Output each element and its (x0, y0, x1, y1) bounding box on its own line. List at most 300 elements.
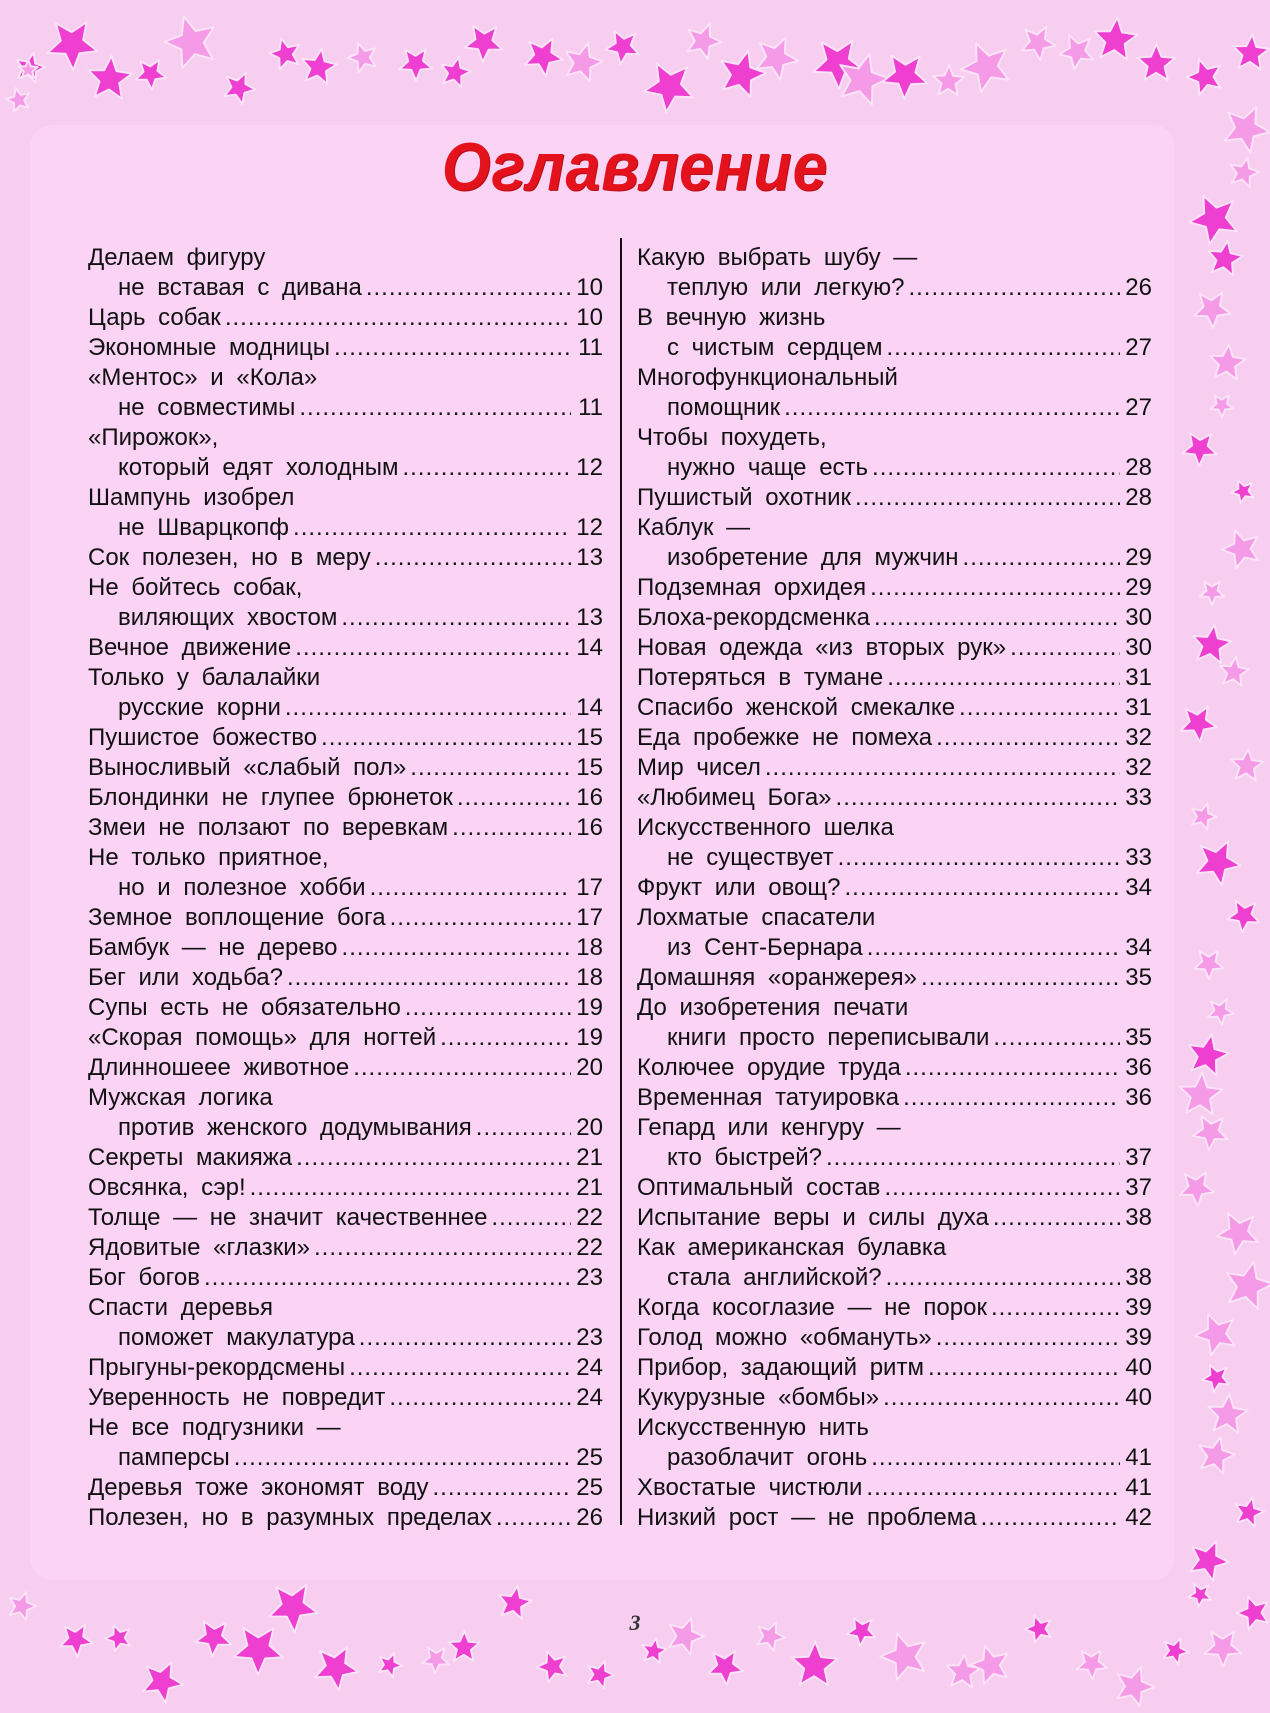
toc-entry (637, 333, 1152, 363)
toc-entry-title: разоблачит огонь (667, 1444, 868, 1471)
toc-entry (88, 303, 603, 333)
toc-entry-title: нужно чаще есть (667, 454, 869, 481)
star-shape (164, 17, 214, 69)
toc-entry-title: Чтобы похудеть, (637, 424, 827, 451)
toc-page-number: 22 (576, 1234, 603, 1261)
toc-entry-title: Делаем фигуру (88, 244, 266, 271)
dot-leader (993, 1023, 1120, 1053)
toc-entry-title: Бог богов (88, 1264, 200, 1291)
toc-entry-title-line (88, 243, 603, 273)
toc-page-number: 36 (1125, 1084, 1152, 1111)
toc-entry-title: книги просто переписывали (667, 1024, 990, 1051)
toc-page-number: 26 (1125, 274, 1152, 301)
toc-page-number: 23 (576, 1264, 603, 1291)
toc-entry-title: Искусственного шелка (637, 814, 894, 841)
toc-entry (88, 633, 603, 663)
toc-entry (88, 783, 603, 813)
toc-entry-title: Пушистый охотник (637, 484, 852, 511)
toc-entry-title: Овсянка, сэр! (88, 1174, 246, 1201)
toc-entry-title: Оптимальный состав (637, 1174, 881, 1201)
toc-entry-title: Мир чисел (637, 754, 761, 781)
toc-page-number: 31 (1125, 664, 1152, 691)
toc-entry (88, 603, 603, 633)
dot-leader (928, 1353, 1120, 1383)
dot-leader (887, 663, 1120, 693)
toc-entry (88, 1143, 603, 1173)
dot-leader (225, 303, 571, 333)
star-shape (422, 1648, 449, 1674)
toc-entry-title: русские корни (118, 694, 281, 721)
star-shape (302, 49, 337, 84)
dot-leader (936, 723, 1120, 753)
toc-entry-title: Блондинки не глупее брюнеток (88, 784, 453, 811)
toc-page-number: 35 (1125, 964, 1152, 991)
star-shape (1200, 582, 1225, 605)
toc-entry-title: Змеи не ползают по веревкам (88, 814, 449, 841)
dot-leader (366, 273, 571, 303)
dot-leader (334, 333, 571, 363)
dot-leader (349, 1353, 571, 1383)
dot-leader (390, 903, 571, 933)
star-shape (1231, 480, 1253, 503)
dot-leader (375, 543, 571, 573)
dot-leader (874, 603, 1120, 633)
dot-leader (491, 1203, 571, 1233)
toc-entry (88, 393, 603, 423)
toc-entry-title: Гепард или кенгуру — (637, 1114, 901, 1141)
toc-entry (637, 1173, 1152, 1203)
toc-page-number: 28 (1125, 484, 1152, 511)
toc-entry-title: Подземная орхидея (637, 574, 867, 601)
star-shape (225, 73, 256, 105)
toc-entry-title: Экономные модницы (88, 334, 330, 361)
toc-page-number: 25 (576, 1444, 603, 1471)
toc-entry (88, 693, 603, 723)
toc-entry-title-line (637, 423, 1152, 453)
toc-entry-title: Каблук — (637, 514, 751, 541)
star-shape (1231, 158, 1260, 187)
toc-entry (88, 903, 603, 933)
star-shape (1227, 1262, 1270, 1309)
toc-page-number: 14 (576, 694, 603, 721)
toc-entry (88, 933, 603, 963)
toc-entry-title: Не только приятное, (88, 844, 329, 871)
star-shape (1220, 657, 1249, 686)
toc-entry-title: В вечную жизнь (637, 304, 826, 331)
toc-entry-title: Мужская логика (88, 1084, 273, 1111)
toc-entry-title: Земное воплощение бога (88, 904, 386, 931)
star-shape (1208, 1394, 1248, 1433)
dot-leader (293, 513, 571, 543)
toc-entry-title: не вставая с дивана (118, 274, 362, 301)
toc-entry-title: Деревья тоже экономят воду (88, 1474, 429, 1501)
dot-leader (405, 993, 571, 1023)
star-shape (566, 43, 603, 81)
toc-entry-title: теплую или легкую? (667, 274, 905, 301)
toc-entry (637, 603, 1152, 633)
toc-entry-title: Шампунь изобрел (88, 484, 295, 511)
star-shape (399, 49, 432, 81)
star-shape (269, 38, 299, 69)
toc-entry-title: который едят холодным (118, 454, 399, 481)
toc-entry (637, 1323, 1152, 1353)
toc-page-number: 18 (576, 934, 603, 961)
toc-entry (88, 1023, 603, 1053)
toc-entry (637, 873, 1152, 903)
toc-entry (637, 483, 1152, 513)
toc-entry-title: «Пирожок», (88, 424, 219, 451)
toc-entry (88, 1203, 603, 1233)
dot-leader (908, 273, 1120, 303)
toc-page-number: 38 (1125, 1204, 1152, 1231)
toc-entry (88, 543, 603, 573)
toc-entry-title: До изобретения печати (637, 994, 909, 1021)
toc-entry (88, 1233, 603, 1263)
toc-page-number: 31 (1125, 694, 1152, 721)
toc-entry-title: Полезен, но в разумных пределах (88, 1504, 492, 1531)
toc-entry-title: Толще — не значит качественнее (88, 1204, 488, 1231)
toc-entry (88, 753, 603, 783)
toc-page-number: 33 (1125, 844, 1152, 871)
column-divider (620, 238, 622, 1525)
toc-entry-title: Хвостатые чистюли (637, 1474, 863, 1501)
toc-page-number: 28 (1125, 454, 1152, 481)
toc-entry (637, 1203, 1152, 1233)
toc-entry-title: виляющих хвостом (118, 604, 338, 631)
dot-leader (905, 1053, 1120, 1083)
toc-entry-title-line (88, 663, 603, 693)
toc-entry-title: против женского додумывания (118, 1114, 472, 1141)
star-shape (1195, 1314, 1235, 1355)
toc-entry-title: памперсы (118, 1444, 230, 1471)
dot-leader (903, 1083, 1120, 1113)
toc-entry (88, 1503, 603, 1533)
dot-leader (867, 933, 1120, 963)
dot-leader (826, 1143, 1120, 1173)
toc-entry (637, 1143, 1152, 1173)
dot-leader (299, 393, 571, 423)
star-shape (1227, 901, 1259, 933)
toc-page-number: 23 (576, 1324, 603, 1351)
dot-leader (296, 1143, 571, 1173)
toc-page-number: 19 (576, 994, 603, 1021)
toc-page-number: 27 (1125, 334, 1152, 361)
toc-page-number: 13 (576, 544, 603, 571)
star-shape (882, 56, 927, 99)
star-shape (136, 60, 167, 90)
toc-entry-title: Искусственную нить (637, 1414, 869, 1441)
toc-page-number: 10 (576, 274, 603, 301)
star-shape (1197, 841, 1241, 885)
toc-entry (637, 1443, 1152, 1473)
star-shape (1193, 1116, 1228, 1150)
star-shape (1094, 17, 1137, 59)
star-shape (970, 1646, 1007, 1685)
toc-entry-title: Бамбук — не дерево (88, 934, 338, 961)
dot-leader (295, 633, 571, 663)
toc-entry-title: Уверенность не повредит (88, 1384, 386, 1411)
toc-entry-title: Бег или ходьба? (88, 964, 283, 991)
toc-entry-title: Новая одежда «из вторых рук» (637, 634, 1007, 661)
toc-entry-title: Спасти деревья (88, 1294, 274, 1321)
star-shape (1022, 27, 1056, 61)
star-shape (1117, 1667, 1154, 1706)
toc-entry-title-line (637, 243, 1152, 273)
dot-leader (959, 693, 1120, 723)
toc-page-number: 29 (1125, 544, 1152, 571)
toc-entry-title: Фрукт или овощ? (637, 874, 841, 901)
dot-leader (872, 453, 1120, 483)
dot-leader (314, 1233, 571, 1263)
toc-entry-title: Супы есть не обязательно (88, 994, 401, 1021)
toc-page-number: 36 (1125, 1054, 1152, 1081)
toc-page-number: 24 (576, 1354, 603, 1381)
star-shape (1233, 34, 1269, 69)
star-shape (1205, 1632, 1242, 1667)
toc-page-number: 12 (576, 514, 603, 541)
star-shape (465, 26, 503, 62)
toc-entry-title-line (637, 1233, 1152, 1263)
dot-leader (457, 783, 571, 813)
star-shape (525, 39, 563, 77)
toc-entry (637, 1023, 1152, 1053)
star-shape (1188, 1584, 1211, 1607)
toc-entry-title: поможет макулатура (118, 1324, 355, 1351)
star-shape (379, 1653, 402, 1677)
toc-entry-title: Испытание веры и силы духа (637, 1204, 989, 1231)
dot-leader (963, 543, 1120, 573)
star-shape (1190, 1541, 1229, 1581)
toc-entry-title-line (637, 363, 1152, 393)
dot-leader (342, 933, 571, 963)
toc-entry (88, 453, 603, 483)
toc-entry-title: Только у балалайки (88, 664, 321, 691)
toc-entry-title: из Сент-Бернара (667, 934, 863, 961)
toc-page-number: 22 (576, 1204, 603, 1231)
toc-entry (637, 1503, 1152, 1533)
toc-page-number: 16 (576, 784, 603, 811)
dot-leader (838, 843, 1120, 873)
toc-page-number: 25 (576, 1474, 603, 1501)
toc-page-number: 30 (1125, 604, 1152, 631)
star-shape (644, 64, 693, 113)
toc-entry-title: Голод можно «обмануть» (637, 1324, 932, 1351)
dot-leader (855, 483, 1120, 513)
toc-entry-title: Секреты макияжа (88, 1144, 293, 1171)
star-shape (536, 1651, 566, 1682)
toc-entry (88, 333, 603, 363)
star-shape (1193, 625, 1231, 663)
toc-entry-title: «Ментос» и «Кола» (88, 364, 318, 391)
star-shape (1059, 35, 1093, 69)
toc-entry-title-line (88, 423, 603, 453)
toc-entry (637, 393, 1152, 423)
toc-page-number: 39 (1125, 1324, 1152, 1351)
toc-entry-title: Блоха-рекордсменка (637, 604, 870, 631)
toc-entry (88, 723, 603, 753)
toc-entry (88, 1113, 603, 1143)
toc-page-number: 30 (1125, 634, 1152, 661)
dot-leader (836, 783, 1120, 813)
toc-page-number: 32 (1125, 754, 1152, 781)
toc-page-number: 17 (576, 874, 603, 901)
toc-entry (637, 693, 1152, 723)
dot-leader (321, 723, 571, 753)
toc-entry-title: помощник (667, 394, 781, 421)
toc-entry-title: с чистым сердцем (667, 334, 883, 361)
star-shape (1194, 293, 1231, 329)
star-shape (1210, 344, 1246, 379)
star-shape (1163, 1638, 1188, 1664)
toc-entry (637, 1353, 1152, 1383)
toc-entry (637, 1293, 1152, 1323)
toc-page-number: 24 (576, 1384, 603, 1411)
star-shape (1189, 1034, 1229, 1075)
star-shape (1217, 1213, 1258, 1254)
toc-page-number: 34 (1125, 874, 1152, 901)
star-shape (588, 1661, 615, 1689)
toc-entry-title-line (637, 1413, 1152, 1443)
star-shape (1180, 1073, 1223, 1115)
toc-entry (637, 933, 1152, 963)
dot-leader (886, 333, 1120, 363)
toc-entry-title: Прыгуны-рекордсмены (88, 1354, 346, 1381)
dot-leader (204, 1263, 571, 1293)
dot-leader (866, 1473, 1120, 1503)
toc-entry-title: «Любимец Бога» (637, 784, 832, 811)
toc-entry-title-line (637, 813, 1152, 843)
toc-entry-title: Не бойтесь собак, (88, 574, 303, 601)
dot-leader (370, 873, 571, 903)
star-shape (1180, 1172, 1215, 1206)
toc-page-number: 17 (576, 904, 603, 931)
toc-entry (637, 663, 1152, 693)
star-shape (1231, 749, 1263, 780)
star-shape (348, 43, 376, 72)
toc-entry-title: изобретение для мужчин (667, 544, 959, 571)
dot-leader (496, 1503, 571, 1533)
toc-entry-title: Когда косоглазие — не порок (637, 1294, 987, 1321)
toc-page-number: 15 (576, 754, 603, 781)
toc-entry (88, 1443, 603, 1473)
toc-page-number: 20 (576, 1054, 603, 1081)
toc-entry-title: Сок полезен, но в меру (88, 544, 371, 571)
toc-right-column (637, 243, 1152, 1533)
star-shape (1181, 707, 1217, 742)
dot-leader (452, 813, 571, 843)
star-shape (1192, 804, 1217, 830)
toc-entry-title-line (88, 483, 603, 513)
toc-entry (88, 813, 603, 843)
star-shape (1222, 530, 1259, 568)
toc-left-column (88, 243, 603, 1533)
toc-entry (637, 783, 1152, 813)
toc-page-number: 13 (576, 604, 603, 631)
dot-leader (341, 603, 571, 633)
toc-page-number: 11 (578, 394, 603, 421)
toc-page-number: 18 (576, 964, 603, 991)
toc-page-number: 34 (1125, 934, 1152, 961)
toc-page-number: 21 (576, 1174, 603, 1201)
toc-entry-title: Какую выбрать шубу — (637, 244, 918, 271)
toc-entry (88, 1353, 603, 1383)
toc-entry-title: не существует (667, 844, 834, 871)
dot-leader (765, 753, 1120, 783)
toc-entry (637, 1083, 1152, 1113)
toc-entry (88, 1263, 603, 1293)
page-number: 3 (629, 1610, 641, 1635)
toc-page-number: 21 (576, 1144, 603, 1171)
toc-page-number: 39 (1125, 1294, 1152, 1321)
toc-entry (637, 1473, 1152, 1503)
star-shape (708, 1651, 743, 1685)
toc-entry-title: кто быстрей? (667, 1144, 822, 1171)
dot-leader (250, 1173, 571, 1203)
star-shape (47, 22, 97, 70)
toc-entry (637, 723, 1152, 753)
toc-entry (637, 573, 1152, 603)
toc-entry-title: Потеряться в тумане (637, 664, 884, 691)
toc-page-number: 41 (1125, 1474, 1152, 1501)
toc-entry-title: Пушистое божество (88, 724, 318, 751)
star-shape (792, 1642, 838, 1686)
dot-leader (883, 1383, 1120, 1413)
toc-page-number: 19 (576, 1024, 603, 1051)
toc-entry-title: Временная татуировка (637, 1084, 900, 1111)
toc-entry (88, 993, 603, 1023)
toc-entry-title: Домашняя «оранжерея» (637, 964, 917, 991)
toc-entry (637, 543, 1152, 573)
dot-leader (410, 753, 571, 783)
dot-leader (359, 1323, 571, 1353)
star-shape (1208, 241, 1243, 276)
toc-entry (88, 1173, 603, 1203)
toc-page-number: 29 (1125, 574, 1152, 601)
star-shape (6, 88, 29, 111)
toc-entry-title: Не все подгузники — (88, 1414, 341, 1441)
star-shape (722, 51, 767, 97)
toc-page-number: 32 (1125, 724, 1152, 751)
star-shape (1137, 44, 1175, 80)
toc-entry-title: Еда пробежке не помеха (637, 724, 933, 751)
dot-leader (389, 1383, 571, 1413)
toc-page-number: 41 (1125, 1444, 1152, 1471)
dot-leader (402, 453, 571, 483)
dot-leader (886, 1263, 1120, 1293)
toc-entry-title: Спасибо женской смекалке (637, 694, 956, 721)
star-shape (1202, 1365, 1229, 1392)
toc-entry (88, 273, 603, 303)
toc-page-number: 15 (576, 724, 603, 751)
toc-entry-title-line (637, 303, 1152, 333)
toc-page-number: 42 (1125, 1504, 1152, 1531)
dot-leader (936, 1323, 1120, 1353)
toc-entry-title-line (637, 513, 1152, 543)
toc-entry-title: стала английской? (667, 1264, 882, 1291)
toc-entry (637, 633, 1152, 663)
toc-entry-title: Царь собак (88, 304, 221, 331)
toc-entry-title: «Скорая помощь» для ногтей (88, 1024, 437, 1051)
toc-entry (637, 843, 1152, 873)
toc-page-number: 38 (1125, 1264, 1152, 1291)
toc-entry (637, 1053, 1152, 1083)
dot-leader (870, 573, 1120, 603)
toc-entry-title: Выносливый «слабый пол» (88, 754, 407, 781)
toc-entry-title: Длинношеее животное (88, 1054, 350, 1081)
star-shape (1186, 59, 1220, 95)
toc-page-number: 40 (1125, 1384, 1152, 1411)
toc-entry-title: Ядовитые «глазки» (88, 1234, 311, 1261)
